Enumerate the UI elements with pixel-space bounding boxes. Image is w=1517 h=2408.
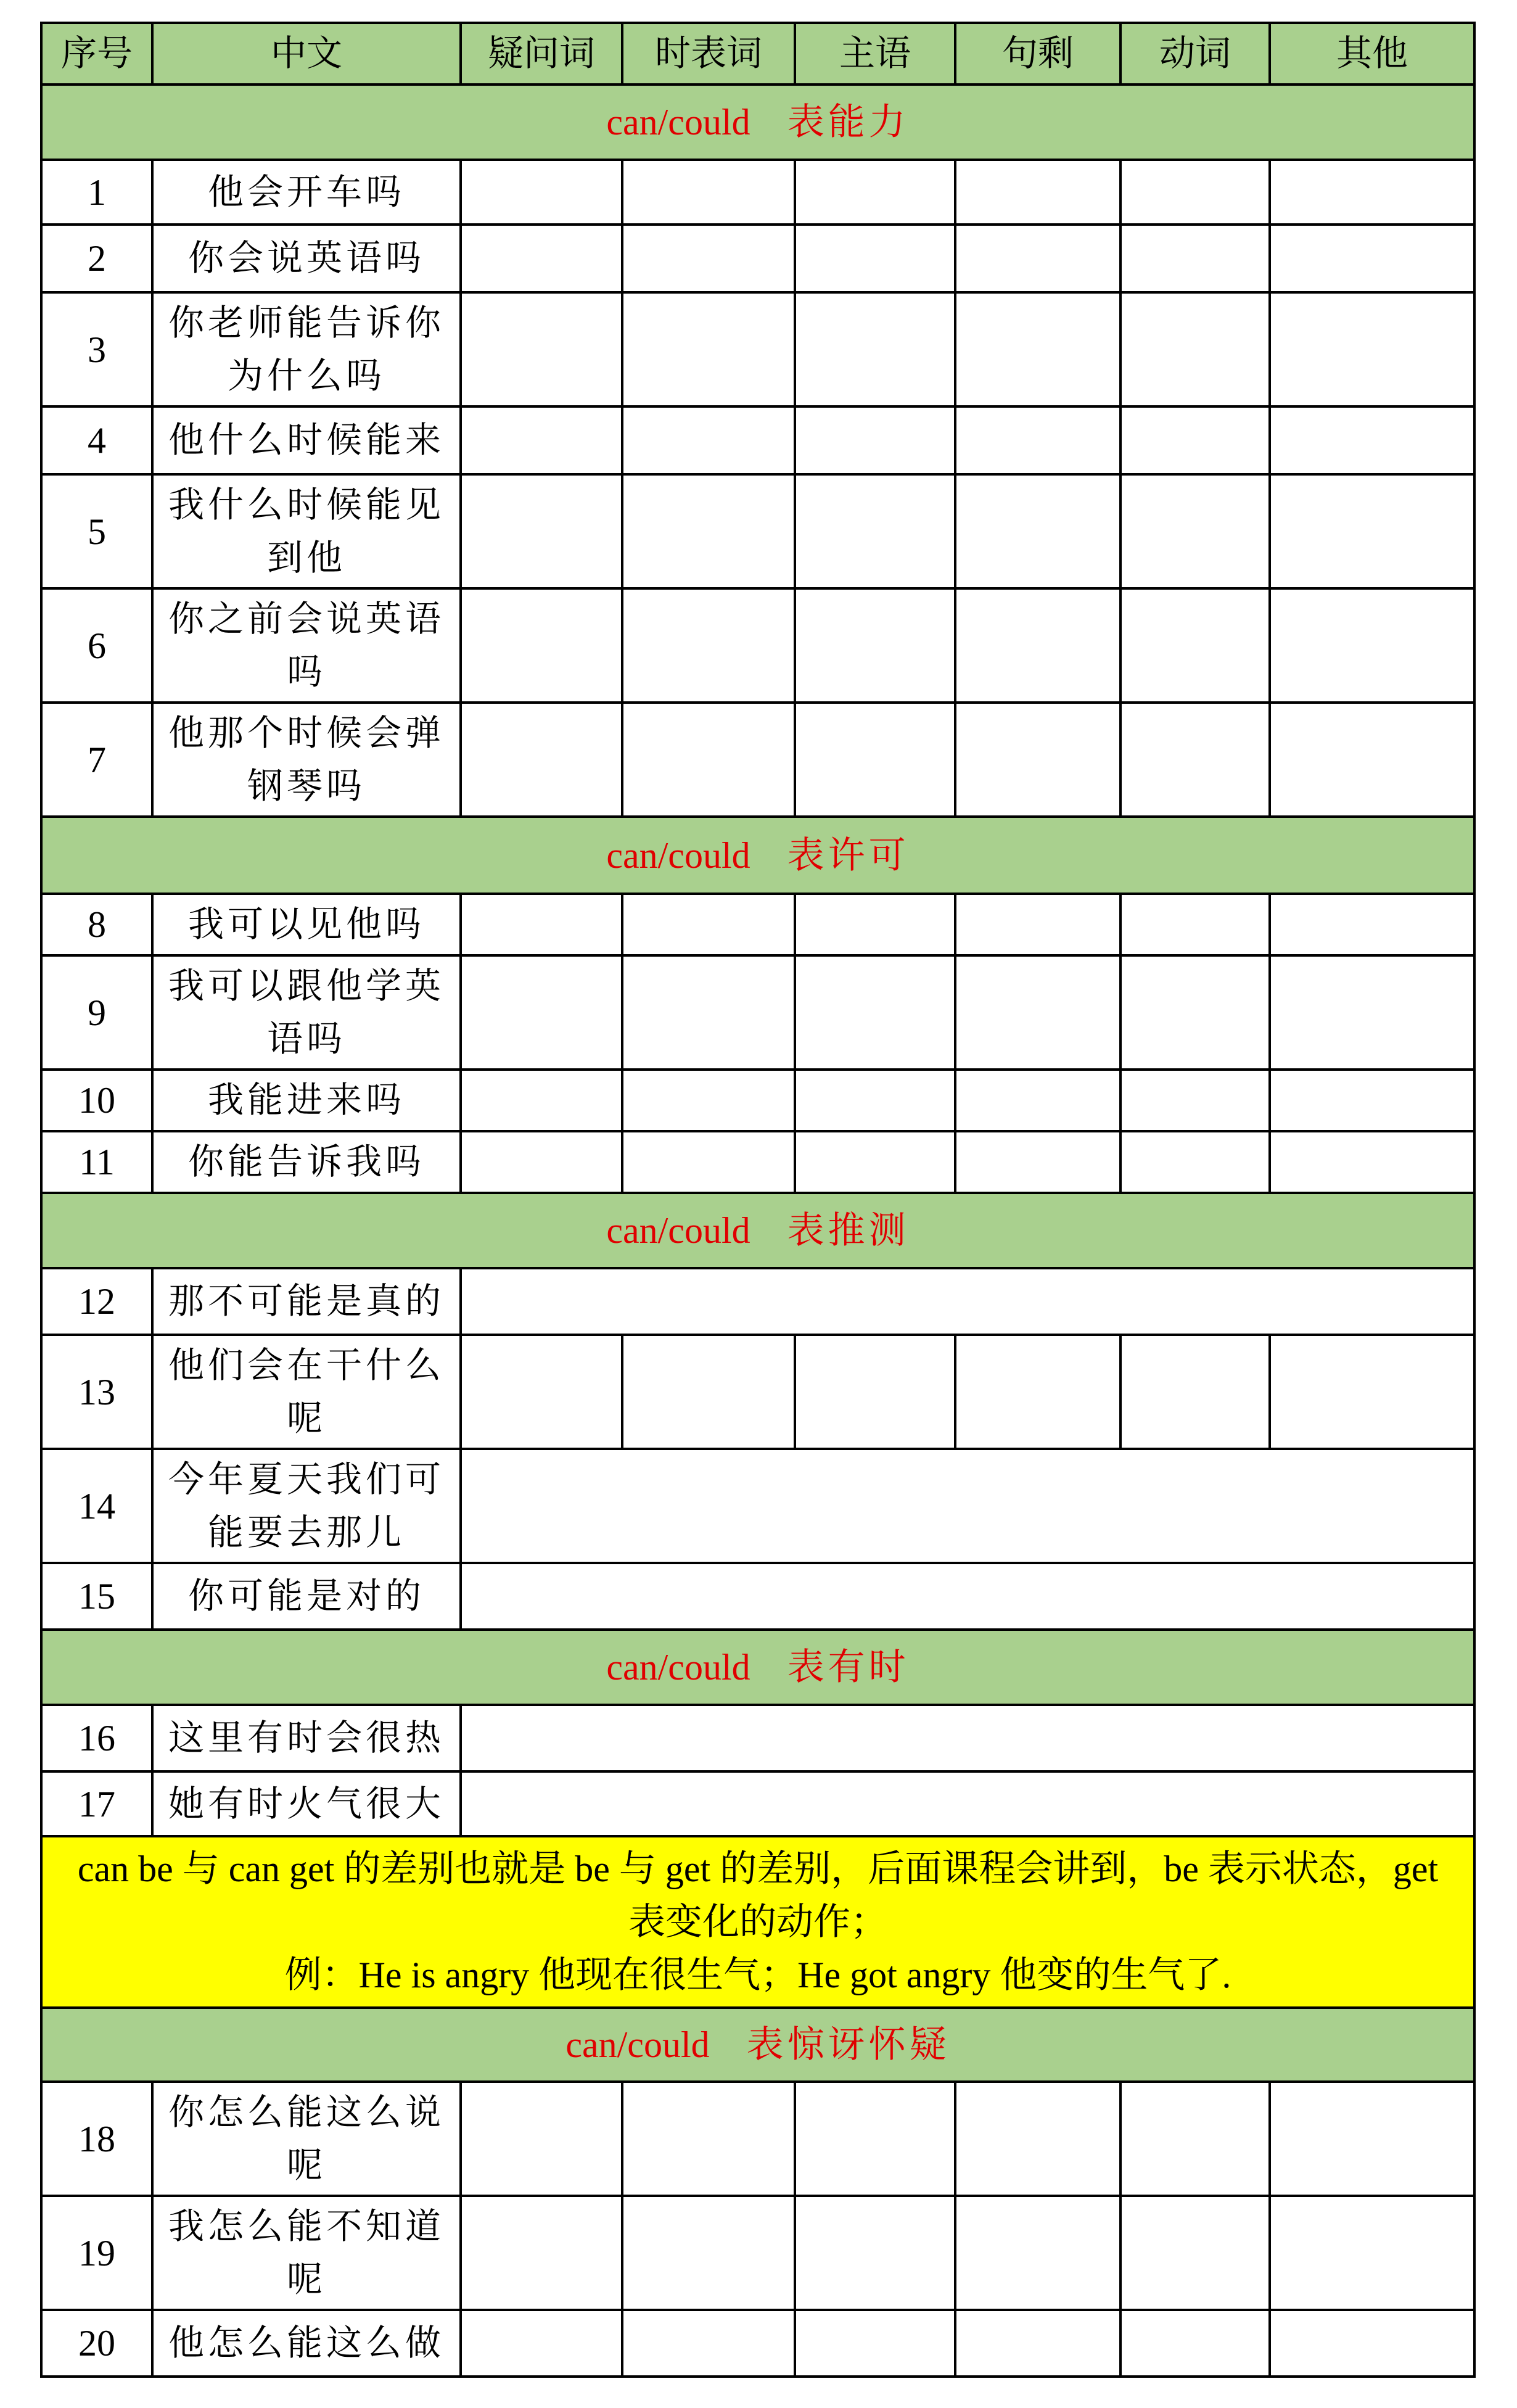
time-word-cell[interactable] — [622, 2310, 795, 2377]
verb-cell[interactable] — [1120, 292, 1270, 406]
chinese-sentence: 他那个时候会弹钢琴吗 — [152, 703, 461, 817]
chinese-sentence: 你怎么能这么说呢 — [152, 2082, 461, 2196]
row-number: 1 — [41, 160, 152, 225]
verb-cell[interactable] — [1120, 1131, 1270, 1193]
table-row — [41, 225, 1474, 292]
section-title-en: can/could — [606, 1647, 750, 1688]
header-rest: 句剩 — [955, 23, 1120, 85]
rest-cell[interactable] — [955, 2310, 1120, 2377]
time-word-cell[interactable] — [622, 292, 795, 406]
chinese-sentence: 他们会在干什么呢 — [152, 1335, 461, 1449]
subject-cell[interactable] — [795, 2310, 955, 2377]
verb-cell[interactable] — [1120, 474, 1270, 588]
row-number: 17 — [41, 1771, 152, 1836]
question-word-cell[interactable] — [461, 894, 622, 955]
header-time-word: 时表词 — [622, 23, 795, 85]
time-word-cell[interactable] — [622, 955, 795, 1070]
row-number: 10 — [41, 1070, 152, 1131]
time-word-cell[interactable] — [622, 703, 795, 817]
chinese-sentence: 我可以跟他学英语吗 — [152, 955, 461, 1070]
row-number: 14 — [41, 1449, 152, 1563]
chinese-sentence: 这里有时会很热 — [152, 1705, 461, 1771]
chinese-sentence: 他怎么能这么做 — [152, 2310, 461, 2377]
other-cell[interactable] — [1270, 1070, 1474, 1131]
question-word-cell[interactable] — [461, 2082, 622, 2196]
table-row — [41, 1335, 1474, 1449]
subject-cell[interactable] — [795, 225, 955, 292]
rest-cell[interactable] — [955, 1335, 1120, 1449]
section-title-zh: 表有时 — [787, 1647, 910, 1688]
rest-cell[interactable] — [955, 160, 1120, 225]
table-row — [41, 160, 1474, 225]
other-cell[interactable] — [1270, 225, 1474, 292]
other-cell[interactable] — [1270, 2310, 1474, 2377]
row-number: 11 — [41, 1131, 152, 1193]
table-row — [41, 703, 1474, 817]
subject-cell[interactable] — [795, 2196, 955, 2310]
time-word-cell[interactable] — [622, 1335, 795, 1449]
chinese-sentence: 你能告诉我吗 — [152, 1131, 461, 1193]
subject-cell[interactable] — [795, 292, 955, 406]
verb-cell[interactable] — [1120, 703, 1270, 817]
table-row — [41, 1268, 1474, 1335]
merged-answer-cell[interactable] — [461, 1563, 1474, 1630]
section-title-en: can/could — [606, 835, 750, 876]
table-row — [41, 1131, 1474, 1193]
rest-cell[interactable] — [955, 894, 1120, 955]
other-cell[interactable] — [1270, 406, 1474, 474]
table-row — [41, 292, 1474, 406]
verb-cell[interactable] — [1120, 2082, 1270, 2196]
row-number: 5 — [41, 474, 152, 588]
time-word-cell[interactable] — [622, 474, 795, 588]
rest-cell[interactable] — [955, 1131, 1120, 1193]
row-number: 19 — [41, 2196, 152, 2310]
time-word-cell[interactable] — [622, 894, 795, 955]
table-row — [41, 1070, 1474, 1131]
verb-cell[interactable] — [1120, 406, 1270, 474]
subject-cell[interactable] — [795, 1070, 955, 1131]
chinese-sentence: 那不可能是真的 — [152, 1268, 461, 1335]
table-row — [41, 2082, 1474, 2196]
rest-cell[interactable] — [955, 474, 1120, 588]
chinese-sentence: 我什么时候能见到他 — [152, 474, 461, 588]
section-header-row — [41, 1630, 1474, 1705]
question-word-cell[interactable] — [461, 1070, 622, 1131]
time-word-cell[interactable] — [622, 2082, 795, 2196]
header-question-word: 疑问词 — [461, 23, 622, 85]
rest-cell[interactable] — [955, 2196, 1120, 2310]
table-row — [41, 588, 1474, 703]
section-title — [41, 2008, 1474, 2082]
row-number: 12 — [41, 1268, 152, 1335]
table-row — [41, 2310, 1474, 2377]
section-title — [41, 1630, 1474, 1705]
note-cell — [41, 1836, 1474, 2008]
question-word-cell[interactable] — [461, 1131, 622, 1193]
grammar-worksheet-table — [40, 22, 1476, 2378]
other-cell[interactable] — [1270, 703, 1474, 817]
rest-cell[interactable] — [955, 225, 1120, 292]
rest-cell[interactable] — [955, 2082, 1120, 2196]
time-word-cell[interactable] — [622, 160, 795, 225]
subject-cell[interactable] — [795, 588, 955, 703]
section-title-zh: 表许可 — [787, 835, 910, 876]
time-word-cell[interactable] — [622, 406, 795, 474]
rest-cell[interactable] — [955, 1070, 1120, 1131]
table-row — [41, 1771, 1474, 1836]
other-cell[interactable] — [1270, 2196, 1474, 2310]
other-cell[interactable] — [1270, 588, 1474, 703]
table-row — [41, 474, 1474, 588]
section-title-zh: 表惊讶怀疑 — [746, 2024, 950, 2065]
table-row — [41, 1449, 1474, 1563]
header-row — [41, 23, 1474, 85]
verb-cell[interactable] — [1120, 2310, 1270, 2377]
merged-answer-cell[interactable] — [461, 1771, 1474, 1836]
subject-cell[interactable] — [795, 406, 955, 474]
section-title-en: can/could — [606, 102, 750, 142]
chinese-sentence: 我怎么能不知道呢 — [152, 2196, 461, 2310]
chinese-sentence: 今年夏天我们可能要去那儿 — [152, 1449, 461, 1563]
subject-cell[interactable] — [795, 894, 955, 955]
other-cell[interactable] — [1270, 474, 1474, 588]
row-number: 7 — [41, 703, 152, 817]
section-title-zh: 表能力 — [787, 102, 910, 142]
question-word-cell[interactable] — [461, 225, 622, 292]
section-header-row — [41, 817, 1474, 894]
chinese-sentence: 我可以见他吗 — [152, 894, 461, 955]
other-cell[interactable] — [1270, 160, 1474, 225]
subject-cell[interactable] — [795, 160, 955, 225]
table-row — [41, 1563, 1474, 1630]
verb-cell[interactable] — [1120, 2196, 1270, 2310]
time-word-cell[interactable] — [622, 588, 795, 703]
row-number: 6 — [41, 588, 152, 703]
verb-cell[interactable] — [1120, 1070, 1270, 1131]
verb-cell[interactable] — [1120, 955, 1270, 1070]
section-header-row — [41, 85, 1474, 160]
note-line: can be 与 can get 的差别也就是 be 与 get 的差别，后面课程会讲到，be 表示状态，get 表变化的动作； — [77, 1849, 1439, 1942]
section-title-en: can/could — [565, 2024, 710, 2065]
section-header-row — [41, 1193, 1474, 1268]
question-word-cell[interactable] — [461, 2196, 622, 2310]
verb-cell[interactable] — [1120, 588, 1270, 703]
row-number: 13 — [41, 1335, 152, 1449]
subject-cell[interactable] — [795, 474, 955, 588]
section-title-zh: 表推测 — [787, 1210, 910, 1251]
merged-answer-cell[interactable] — [461, 1268, 1474, 1335]
question-word-cell[interactable] — [461, 160, 622, 225]
verb-cell[interactable] — [1120, 160, 1270, 225]
note-row — [41, 1836, 1474, 2008]
verb-cell[interactable] — [1120, 225, 1270, 292]
question-word-cell[interactable] — [461, 588, 622, 703]
chinese-sentence: 你会说英语吗 — [152, 225, 461, 292]
merged-answer-cell[interactable] — [461, 1705, 1474, 1771]
row-number: 8 — [41, 894, 152, 955]
other-cell[interactable] — [1270, 1131, 1474, 1193]
question-word-cell[interactable] — [461, 474, 622, 588]
table-row — [41, 406, 1474, 474]
question-word-cell[interactable] — [461, 955, 622, 1070]
question-word-cell[interactable] — [461, 406, 622, 474]
merged-answer-cell[interactable] — [461, 1449, 1474, 1563]
section-header-row — [41, 2008, 1474, 2082]
header-index: 序号 — [41, 23, 152, 85]
chinese-sentence: 你之前会说英语吗 — [152, 588, 461, 703]
time-word-cell[interactable] — [622, 2196, 795, 2310]
row-number: 4 — [41, 406, 152, 474]
chinese-sentence: 他会开车吗 — [152, 160, 461, 225]
subject-cell[interactable] — [795, 1335, 955, 1449]
rest-cell[interactable] — [955, 955, 1120, 1070]
question-word-cell[interactable] — [461, 2310, 622, 2377]
table-row — [41, 2196, 1474, 2310]
verb-cell[interactable] — [1120, 894, 1270, 955]
rest-cell[interactable] — [955, 292, 1120, 406]
other-cell[interactable] — [1270, 2082, 1474, 2196]
time-word-cell[interactable] — [622, 225, 795, 292]
row-number: 2 — [41, 225, 152, 292]
chinese-sentence: 你老师能告诉你为什么吗 — [152, 292, 461, 406]
header-verb: 动词 — [1120, 23, 1270, 85]
time-word-cell[interactable] — [622, 1131, 795, 1193]
section-title-en: can/could — [606, 1210, 750, 1251]
question-word-cell[interactable] — [461, 1335, 622, 1449]
row-number: 9 — [41, 955, 152, 1070]
other-cell[interactable] — [1270, 1335, 1474, 1449]
rest-cell[interactable] — [955, 703, 1120, 817]
row-number: 15 — [41, 1563, 152, 1630]
rest-cell[interactable] — [955, 588, 1120, 703]
header-subject: 主语 — [795, 23, 955, 85]
header-chinese: 中文 — [152, 23, 461, 85]
other-cell[interactable] — [1270, 894, 1474, 955]
table-row — [41, 955, 1474, 1070]
rest-cell[interactable] — [955, 406, 1120, 474]
verb-cell[interactable] — [1120, 1335, 1270, 1449]
time-word-cell[interactable] — [622, 1070, 795, 1131]
chinese-sentence: 你可能是对的 — [152, 1563, 461, 1630]
other-cell[interactable] — [1270, 292, 1474, 406]
chinese-sentence: 他什么时候能来 — [152, 406, 461, 474]
chinese-sentence: 我能进来吗 — [152, 1070, 461, 1131]
table-row — [41, 894, 1474, 955]
note-line: 例：He is angry 他现在很生气；He got angry 他变的生气了. — [284, 1955, 1231, 1995]
row-number: 20 — [41, 2310, 152, 2377]
subject-cell[interactable] — [795, 1131, 955, 1193]
header-other: 其他 — [1270, 23, 1474, 85]
row-number: 18 — [41, 2082, 152, 2196]
other-cell[interactable] — [1270, 955, 1474, 1070]
row-number: 16 — [41, 1705, 152, 1771]
section-title — [41, 85, 1474, 160]
table-row — [41, 1705, 1474, 1771]
subject-cell[interactable] — [795, 2082, 955, 2196]
chinese-sentence: 她有时火气很大 — [152, 1771, 461, 1836]
section-title — [41, 1193, 1474, 1268]
subject-cell[interactable] — [795, 955, 955, 1070]
subject-cell[interactable] — [795, 703, 955, 817]
section-title — [41, 817, 1474, 894]
question-word-cell[interactable] — [461, 292, 622, 406]
question-word-cell[interactable] — [461, 703, 622, 817]
row-number: 3 — [41, 292, 152, 406]
